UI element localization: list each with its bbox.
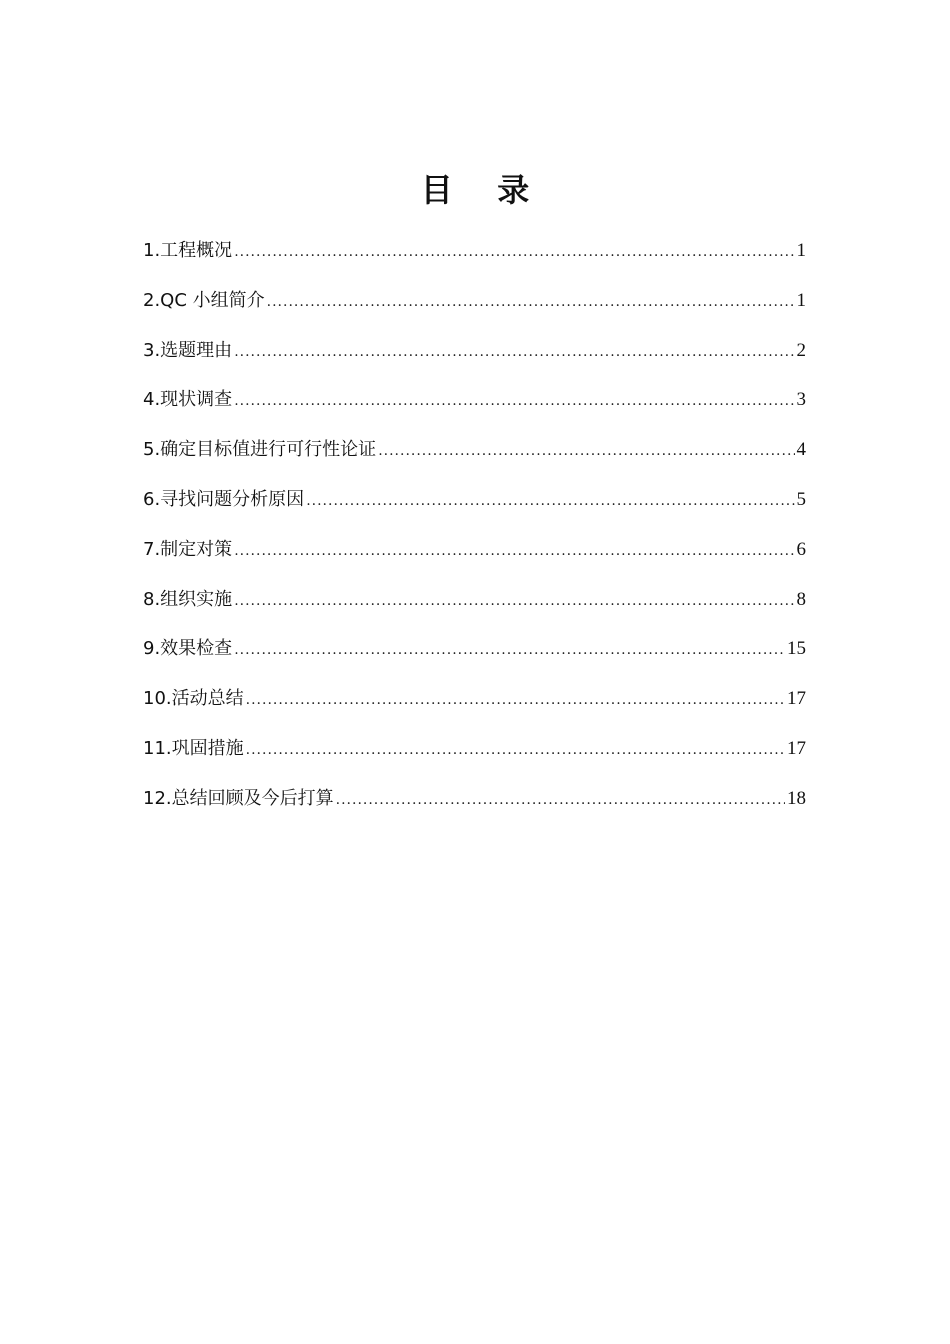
- toc-dot-leader: [378, 431, 794, 471]
- toc-dot-leader: [336, 780, 785, 820]
- toc-dot-leader: [246, 680, 785, 720]
- toc-entry-label: 11.巩固措施: [143, 737, 244, 759]
- toc-entry-label: 3.选题理由: [143, 339, 233, 361]
- toc-entry-page: 8: [796, 588, 806, 610]
- toc-entry[interactable]: [143, 480, 806, 530]
- toc-entry-label: 5.确定目标值进行可行性论证: [143, 439, 377, 461]
- toc-entry-label: 9.效果检查: [143, 638, 233, 660]
- toc-entry-label: 1.工程概况: [143, 240, 233, 261]
- toc-entry-label: 6.寻找问题分析原因: [143, 488, 305, 510]
- toc-dot-leader: [306, 481, 794, 521]
- toc-entry-page: 6: [796, 538, 806, 560]
- toc-entry[interactable]: [143, 779, 806, 829]
- toc-entry[interactable]: [143, 331, 806, 381]
- toc-entry[interactable]: [143, 729, 806, 779]
- toc-entry-page: 5: [796, 488, 806, 510]
- toc-entry-page: 1: [796, 240, 806, 261]
- toc-entry-label: 10.活动总结: [143, 688, 244, 710]
- toc-entry-label: 4.现状调查: [143, 389, 233, 411]
- toc-entry[interactable]: [143, 629, 806, 679]
- toc-entry-page: 17: [787, 737, 806, 759]
- toc-entry-label: 2.QC 小组简介: [143, 289, 265, 311]
- toc-dot-leader: [234, 381, 794, 421]
- toc-entry-page: 17: [787, 688, 806, 710]
- toc-entry-label: 8.组织实施: [143, 588, 233, 610]
- toc-entry[interactable]: [143, 430, 806, 480]
- toc-dot-leader: [234, 232, 794, 272]
- toc-dot-leader: [234, 630, 785, 670]
- toc-entry-page: 4: [796, 439, 806, 461]
- toc-title: 目 录: [420, 171, 530, 209]
- toc-entry[interactable]: [143, 679, 806, 729]
- toc-dot-leader: [267, 282, 795, 322]
- toc-entry-page: 1: [796, 289, 806, 311]
- toc-entry[interactable]: [143, 231, 806, 281]
- toc-entry-label: 12.总结回顾及今后打算: [143, 787, 334, 809]
- toc-dot-leader: [246, 730, 785, 770]
- toc-entry-page: 15: [787, 638, 806, 660]
- toc-dot-leader: [234, 581, 794, 621]
- toc-dot-leader: [234, 531, 794, 571]
- toc-list: [143, 231, 806, 829]
- toc-entry[interactable]: [143, 380, 806, 430]
- toc-entry-label: 7.制定对策: [143, 538, 233, 560]
- toc-entry[interactable]: [143, 281, 806, 331]
- toc-entry[interactable]: [143, 530, 806, 580]
- toc-entry[interactable]: [143, 580, 806, 630]
- toc-entry-page: 2: [796, 339, 806, 361]
- toc-entry-page: 18: [787, 787, 806, 809]
- toc-entry-page: 3: [796, 389, 806, 411]
- toc-dot-leader: [234, 332, 794, 372]
